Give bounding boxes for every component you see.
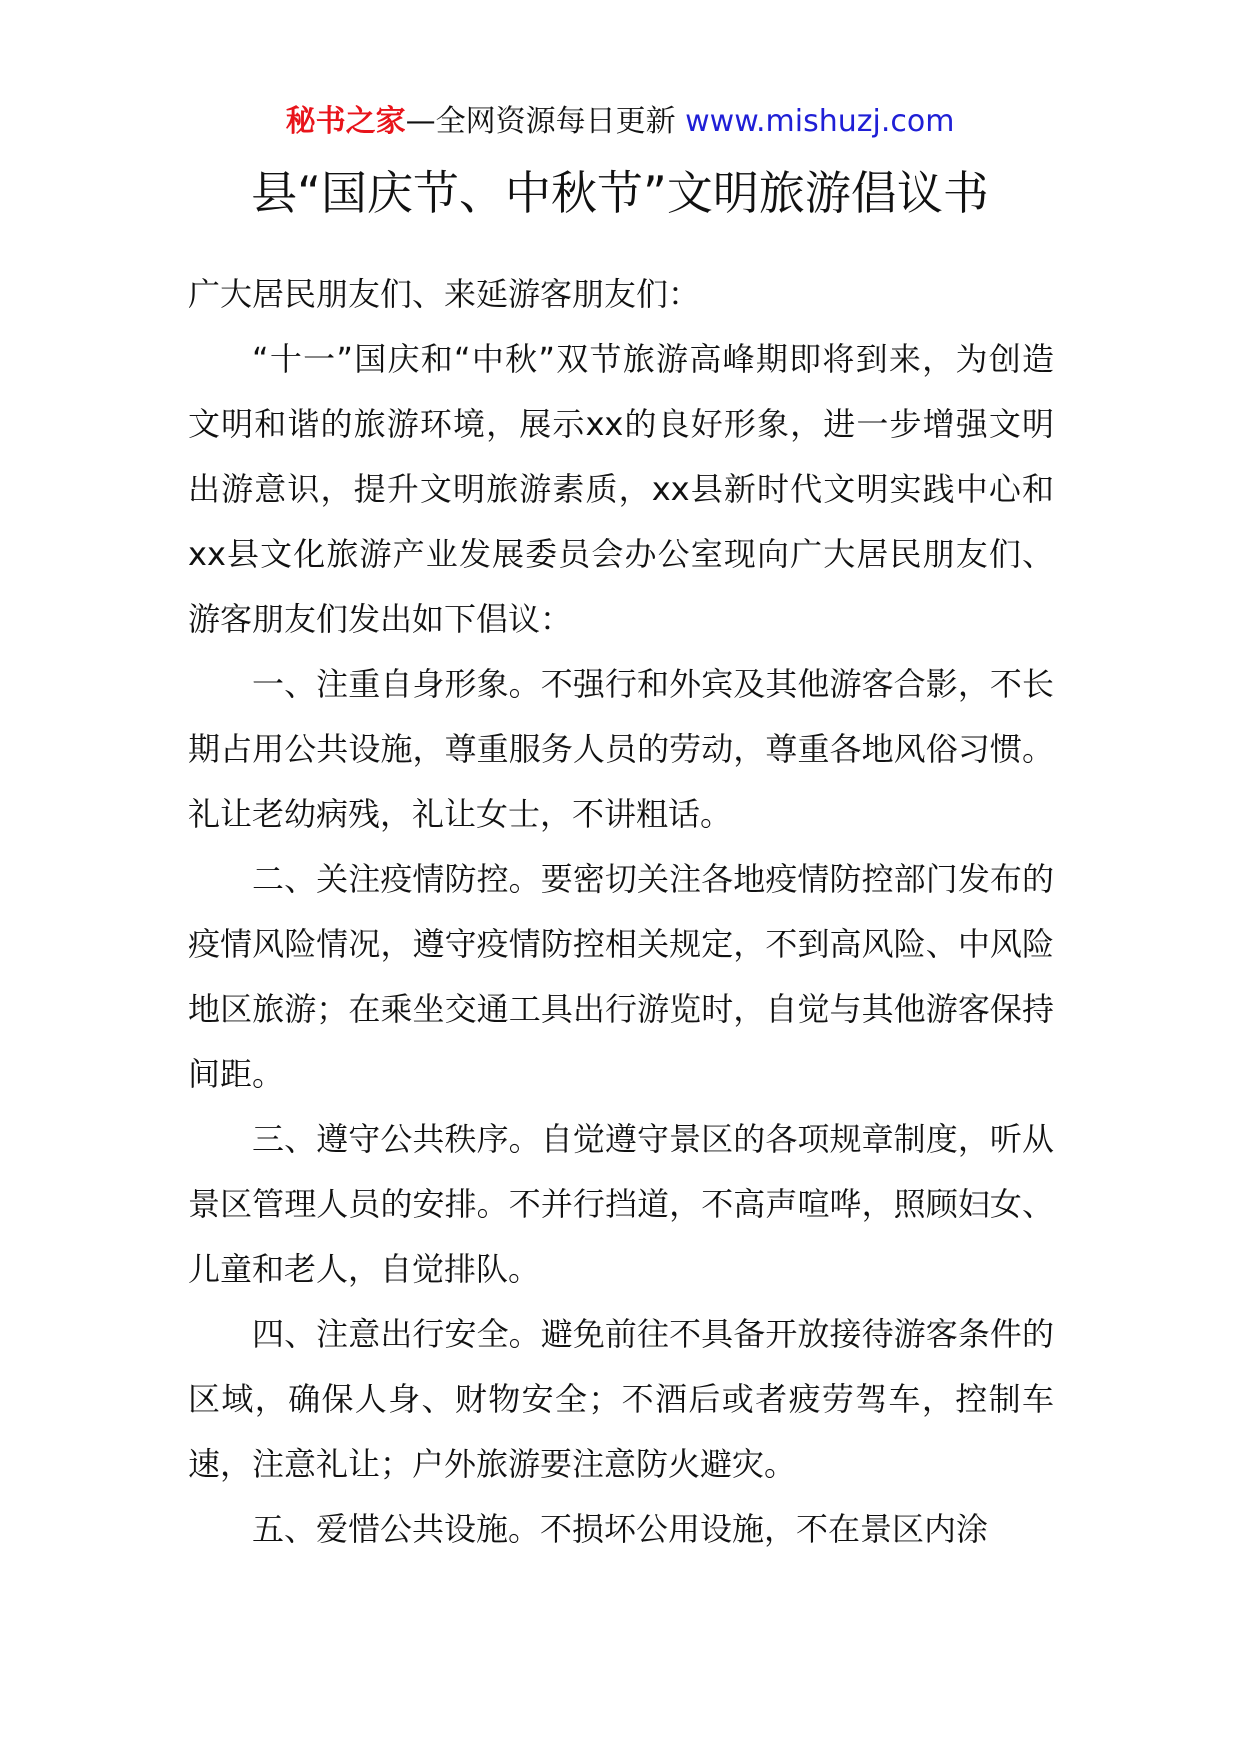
paragraph-item-3: 三、遵守公共秩序。自觉遵守景区的各项规章制度，听从景区管理人员的安排。不并行挡道，不高声喧哗，照顾妇女、儿童和老人，自觉排队。	[188, 1120, 1054, 1288]
paragraph-item-2: 二、关注疫情防控。要密切关注各地疫情防控部门发布的疫情风险情况，遵守疫情防控相关规定，不到高风险、中风险地区旅游；在乘坐交通工具出行游览时，自觉与其他游客保持间距。	[188, 860, 1054, 1093]
header-slogan: —全网资源每日更新	[405, 104, 676, 139]
site-header	[0, 100, 1240, 144]
document-body	[188, 262, 1054, 1562]
paragraph-item-5: 五、爱惜公共设施。不损坏公用设施，不在景区内涂	[252, 1510, 989, 1548]
paragraph-intro: “十一”国庆和“中秋”双节旅游高峰期即将到来，为创造文明和谐的旅游环境，展示xx的良好形象，进一步增强文明出游意识，提升文明旅游素质，xx县新时代文明实践中心和xx县文化旅游产业发展委员会办公室现向广大居民朋友们、游客朋友们发出如下倡议：	[188, 340, 1054, 638]
paragraph-item-4: 四、注意出行安全。避免前往不具备开放接待游客条件的区域，确保人身、财物安全；不酒后或者疲劳驾车，控制车速，注意礼让；户外旅游要注意防火避灾。	[188, 1315, 1054, 1483]
site-url-link[interactable]: www.mishuzj.com	[685, 104, 955, 139]
paragraph-item-1: 一、注重自身形象。不强行和外宾及其他游客合影，不长期占用公共设施，尊重服务人员的劳动，尊重各地风俗习惯。礼让老幼病残，礼让女士，不讲粗话。	[188, 665, 1054, 833]
salutation: 广大居民朋友们、来延游客朋友们：	[188, 275, 701, 313]
document-title: 县“国庆节、中秋节”文明旅游倡议书	[251, 166, 989, 220]
brand-name: 秘书之家	[285, 104, 406, 139]
